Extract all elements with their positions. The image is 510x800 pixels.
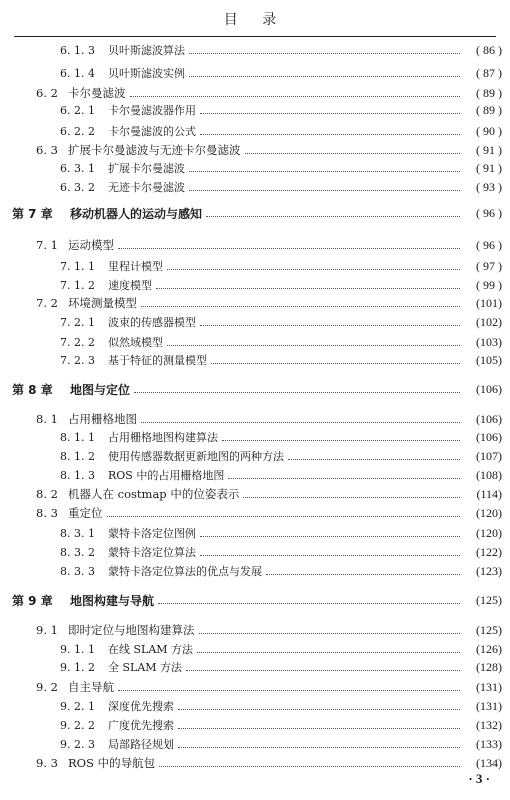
toc-entry-page: ( 91 ) bbox=[476, 160, 502, 175]
dot-leader bbox=[107, 516, 461, 517]
dot-leader bbox=[199, 633, 461, 634]
toc-entry-title: 扩展卡尔曼滤波与无迹卡尔曼滤波 bbox=[68, 143, 241, 157]
toc-entry-chapter[interactable] bbox=[0, 204, 510, 222]
toc-entry-number: 第 8 章 bbox=[12, 382, 53, 397]
toc-entry-title: 扩展卡尔曼滤波 bbox=[108, 162, 185, 175]
toc-entry-subsection[interactable] bbox=[0, 159, 510, 177]
toc-entry-number: 8. 3. 2 bbox=[60, 545, 95, 559]
toc-entry-page: (107) bbox=[476, 448, 502, 463]
toc-entry-title: 环境测量模型 bbox=[68, 296, 137, 310]
toc-entry-page: (128) bbox=[476, 659, 502, 674]
toc-entry-number: 8. 3. 1 bbox=[60, 526, 95, 540]
toc-entry-page: (102) bbox=[476, 314, 502, 329]
toc-entry-title: 蒙特卡洛定位图例 bbox=[108, 527, 196, 540]
toc-entry-title: 地图与定位 bbox=[70, 382, 131, 397]
toc-entry-page: (125) bbox=[476, 622, 502, 637]
dot-leader bbox=[118, 690, 460, 691]
toc-entry-title: 波束的传感器模型 bbox=[108, 316, 196, 329]
toc-entry-number: 8. 1. 2 bbox=[60, 449, 95, 463]
toc-entry-subsection[interactable] bbox=[0, 64, 510, 82]
toc-entry-page: (106) bbox=[476, 381, 502, 396]
dot-leader bbox=[178, 709, 460, 710]
toc-entry-number: 8. 1. 1 bbox=[60, 430, 95, 444]
dot-leader bbox=[200, 536, 460, 537]
toc-entry-page: (105) bbox=[476, 352, 502, 367]
toc-entry-page: ( 97 ) bbox=[476, 258, 502, 273]
toc-entry-title: 重定位 bbox=[68, 506, 103, 520]
toc-entry-subsection[interactable] bbox=[0, 447, 510, 465]
toc-entry-title: 基于特征的测量模型 bbox=[108, 354, 207, 367]
toc-entry-title: 使用传感器数据更新地图的两种方法 bbox=[108, 450, 284, 463]
toc-entry-section[interactable] bbox=[0, 485, 510, 503]
toc-entry-number: 7. 2 bbox=[36, 296, 58, 310]
toc-entry-subsection[interactable] bbox=[0, 428, 510, 446]
toc-entry-subsection[interactable] bbox=[0, 658, 510, 676]
page-number: · 3 · bbox=[468, 771, 490, 786]
toc-entry-page: ( 90 ) bbox=[476, 123, 502, 138]
dot-leader bbox=[206, 216, 460, 217]
dot-leader bbox=[228, 478, 460, 479]
toc-entry-page: ( 99 ) bbox=[476, 277, 502, 292]
toc-entry-section[interactable] bbox=[0, 141, 510, 159]
dot-leader bbox=[189, 76, 460, 77]
toc-entry-section[interactable] bbox=[0, 236, 510, 254]
toc-entry-page: (106) bbox=[476, 429, 502, 444]
toc-entry-number: 9. 2. 2 bbox=[60, 718, 95, 732]
dot-leader bbox=[118, 248, 460, 249]
toc-entry-title: 在线 SLAM 方法 bbox=[108, 643, 194, 656]
toc-entry-number: 7. 1. 2 bbox=[60, 278, 95, 292]
toc-entry-number: 6. 1. 3 bbox=[60, 43, 95, 57]
toc-entry-number: 6. 2. 2 bbox=[60, 124, 95, 138]
toc-entry-page: ( 93 ) bbox=[476, 179, 502, 194]
toc-entry-subsection[interactable] bbox=[0, 101, 510, 119]
toc-entry-title: 贝叶斯滤波实例 bbox=[108, 67, 185, 80]
dot-leader bbox=[167, 269, 460, 270]
dot-leader bbox=[159, 766, 460, 767]
dot-leader bbox=[200, 134, 460, 135]
toc-entry-title: 占用栅格地图构建算法 bbox=[108, 431, 218, 444]
toc-entry-page: (114) bbox=[476, 486, 502, 501]
toc-entry-section[interactable] bbox=[0, 504, 510, 522]
toc-entry-number: 9. 2. 3 bbox=[60, 737, 95, 751]
toc-entry-page: (103) bbox=[476, 334, 502, 349]
dot-leader bbox=[200, 113, 460, 114]
toc-entry-number: 8. 2 bbox=[36, 487, 58, 501]
toc-entry-subsection[interactable] bbox=[0, 333, 510, 351]
toc-entry-page: (125) bbox=[476, 592, 502, 607]
toc-entry-title: 机器人在 costmap 中的位姿表示 bbox=[68, 487, 240, 501]
dot-leader bbox=[211, 363, 460, 364]
toc-entry-page: ( 89 ) bbox=[476, 102, 502, 117]
dot-leader bbox=[141, 306, 460, 307]
toc-entry-page: (126) bbox=[476, 641, 502, 656]
dot-leader bbox=[134, 392, 460, 393]
toc-entry-page: ( 87 ) bbox=[476, 65, 502, 80]
dot-leader bbox=[158, 603, 460, 604]
dot-leader bbox=[197, 652, 460, 653]
toc-entry-subsection[interactable] bbox=[0, 313, 510, 331]
toc-entry-number: 7. 1 bbox=[36, 238, 58, 252]
toc-entry-subsection[interactable] bbox=[0, 640, 510, 658]
header-title: 目 录 bbox=[223, 12, 287, 28]
toc-entry-number: 7. 1. 1 bbox=[60, 259, 95, 273]
toc-entry-page: ( 91 ) bbox=[476, 142, 502, 157]
toc-entry-number: 8. 1 bbox=[36, 412, 58, 426]
toc-entry-number: 6. 1. 4 bbox=[60, 66, 95, 80]
toc-entry-subsection[interactable] bbox=[0, 466, 510, 484]
toc-entry-section[interactable] bbox=[0, 84, 510, 102]
toc-entry-subsection[interactable] bbox=[0, 697, 510, 715]
toc-entry-number: 6. 3. 2 bbox=[60, 180, 95, 194]
toc-entry-section[interactable] bbox=[0, 294, 510, 312]
toc-entry-number: 9. 3 bbox=[36, 756, 58, 770]
toc-entry-number: 7. 2. 2 bbox=[60, 335, 95, 349]
toc-entry-title: 贝叶斯滤波算法 bbox=[108, 44, 185, 57]
toc-entry-subsection[interactable] bbox=[0, 276, 510, 294]
dot-leader bbox=[245, 153, 461, 154]
dot-leader bbox=[167, 345, 460, 346]
dot-leader bbox=[130, 96, 461, 97]
toc-entry-section[interactable] bbox=[0, 410, 510, 428]
toc-entry-number: 7. 2. 1 bbox=[60, 315, 95, 329]
toc-entry-title: 全 SLAM 方法 bbox=[108, 661, 183, 674]
toc-entry-number: 第 9 章 bbox=[12, 593, 53, 608]
toc-entry-title: ROS 中的占用栅格地图 bbox=[108, 469, 225, 482]
toc-entry-title: 卡尔曼滤波的公式 bbox=[108, 125, 196, 138]
dot-leader bbox=[243, 497, 460, 498]
toc-entry-section[interactable] bbox=[0, 621, 510, 639]
toc-entry-section[interactable] bbox=[0, 754, 510, 772]
dot-leader bbox=[200, 555, 460, 556]
toc-entry-page: ( 96 ) bbox=[476, 237, 502, 252]
toc-entry-title: 似然域模型 bbox=[108, 336, 163, 349]
toc-entry-title: 蒙特卡洛定位算法的优点与发展 bbox=[108, 565, 262, 578]
dot-leader bbox=[266, 574, 460, 575]
toc-entry-subsection[interactable] bbox=[0, 122, 510, 140]
toc-entry-title: 里程计模型 bbox=[108, 260, 163, 273]
toc-entry-page: (123) bbox=[476, 563, 502, 578]
toc-entry-page: (131) bbox=[476, 679, 502, 694]
toc-entry-title: ROS 中的导航包 bbox=[68, 756, 156, 770]
dot-leader bbox=[189, 53, 460, 54]
toc-entry-title: 蒙特卡洛定位算法 bbox=[108, 546, 196, 559]
toc-entry-chapter[interactable] bbox=[0, 380, 510, 398]
dot-leader bbox=[288, 459, 460, 460]
toc-entry-title: 无迹卡尔曼滤波 bbox=[108, 181, 185, 194]
toc-entry-title: 占用栅格地图 bbox=[68, 412, 137, 426]
toc-entry-page: ( 96 ) bbox=[476, 205, 502, 220]
toc-entry-page: (101) bbox=[476, 295, 502, 310]
toc-entry-number: 9. 1. 1 bbox=[60, 642, 95, 656]
toc-entry-page: (106) bbox=[476, 411, 502, 426]
toc-entry-subsection[interactable] bbox=[0, 543, 510, 561]
dot-leader bbox=[222, 440, 460, 441]
toc-entry-section[interactable] bbox=[0, 678, 510, 696]
toc-entry-number: 8. 3. 3 bbox=[60, 564, 95, 578]
dot-leader bbox=[186, 670, 460, 671]
dot-leader bbox=[141, 422, 460, 423]
dot-leader bbox=[200, 325, 460, 326]
dot-leader bbox=[178, 747, 460, 748]
dot-leader bbox=[189, 171, 460, 172]
toc-entry-subsection[interactable] bbox=[0, 351, 510, 369]
toc-entry-subsection[interactable] bbox=[0, 178, 510, 196]
toc-entry-title: 即时定位与地图构建算法 bbox=[68, 623, 195, 637]
toc-entry-page: (133) bbox=[476, 736, 502, 751]
toc-entry-title: 移动机器人的运动与感知 bbox=[70, 206, 203, 221]
toc-entry-page: ( 86 ) bbox=[476, 42, 502, 57]
toc-entry-title: 速度模型 bbox=[108, 279, 152, 292]
toc-entry-number: 9. 1. 2 bbox=[60, 660, 95, 674]
toc-entry-number: 9. 1 bbox=[36, 623, 58, 637]
toc-entry-number: 9. 2. 1 bbox=[60, 699, 95, 713]
toc-entry-subsection[interactable] bbox=[0, 735, 510, 753]
toc-entry-number: 6. 2 bbox=[36, 86, 58, 100]
dot-leader bbox=[189, 190, 460, 191]
toc-entry-title: 自主导航 bbox=[68, 680, 114, 694]
toc-entry-title: 广度优先搜索 bbox=[108, 719, 174, 732]
toc-entry-number: 8. 3 bbox=[36, 506, 58, 520]
toc-entry-title: 卡尔曼滤波器作用 bbox=[108, 104, 196, 117]
toc-entry-page: (132) bbox=[476, 717, 502, 732]
toc-entry-number: 6. 3 bbox=[36, 143, 58, 157]
toc-entry-subsection[interactable] bbox=[0, 257, 510, 275]
dot-leader bbox=[178, 728, 460, 729]
toc-entry-subsection[interactable] bbox=[0, 716, 510, 734]
toc-entry-title: 卡尔曼滤波 bbox=[68, 86, 126, 100]
dot-leader bbox=[156, 288, 460, 289]
toc-entry-title: 局部路径规划 bbox=[108, 738, 174, 751]
toc-entry-subsection[interactable] bbox=[0, 562, 510, 580]
toc-entry-page: (122) bbox=[476, 544, 502, 559]
toc-entry-subsection[interactable] bbox=[0, 41, 510, 59]
toc-entry-page: (120) bbox=[476, 505, 502, 520]
toc-entry-title: 地图构建与导航 bbox=[70, 593, 155, 608]
toc-entry-number: 9. 2 bbox=[36, 680, 58, 694]
toc-entry-number: 6. 3. 1 bbox=[60, 161, 95, 175]
toc-entry-page: ( 89 ) bbox=[476, 85, 502, 100]
toc-entry-title: 深度优先搜索 bbox=[108, 700, 174, 713]
toc-entry-number: 6. 2. 1 bbox=[60, 103, 95, 117]
toc-entry-chapter[interactable] bbox=[0, 591, 510, 609]
toc-entry-number: 7. 2. 3 bbox=[60, 353, 95, 367]
toc-entry-page: (131) bbox=[476, 698, 502, 713]
toc-entry-title: 运动模型 bbox=[68, 238, 114, 252]
toc-entry-page: (108) bbox=[476, 467, 502, 482]
toc-entry-number: 第 7 章 bbox=[12, 206, 53, 221]
toc-entry-subsection[interactable] bbox=[0, 524, 510, 542]
toc-entry-page: (120) bbox=[476, 525, 502, 540]
toc-entry-page: (134) bbox=[476, 755, 502, 770]
toc-entry-number: 8. 1. 3 bbox=[60, 468, 95, 482]
